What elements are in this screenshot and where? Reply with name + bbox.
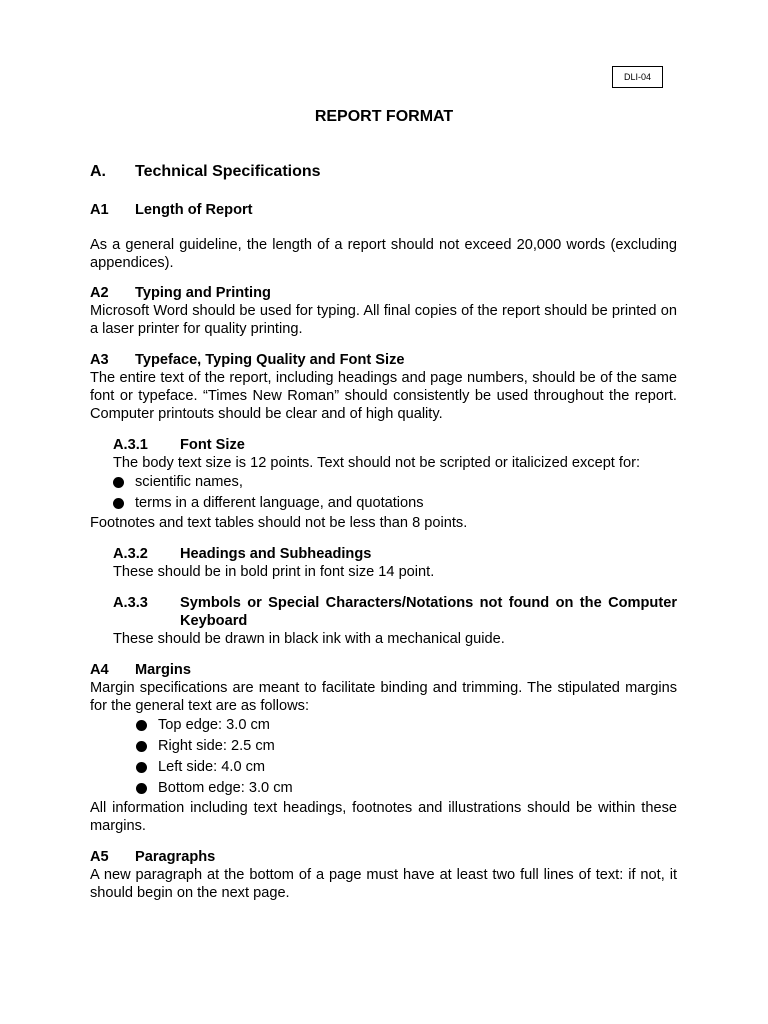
bullet-list-a4 (90, 715, 677, 799)
heading-a3 (90, 351, 677, 369)
heading-a2 (90, 284, 677, 302)
subsection-a33 (113, 594, 677, 648)
paragraph-a1: As a general guideline, the length of a report should not exceed 20,000 words (excluding appendices). (90, 237, 677, 271)
heading-a32 (113, 545, 677, 563)
heading-title: Paragraphs (135, 849, 216, 865)
document-title: REPORT FORMAT (314, 108, 454, 125)
subsection-a32 (113, 545, 677, 581)
bullet-icon (136, 741, 147, 752)
heading-title: Headings and Subheadings (180, 546, 372, 562)
heading-number: A3 (90, 352, 109, 368)
list-item: Top edge: 3.0 cm (136, 715, 677, 736)
section-number: A. (90, 163, 106, 180)
list-item: scientific names, (113, 472, 677, 493)
paragraph-a4: Margin specifications are meant to facilitate binding and trimming. The stipulated margins for the general text are as follows: (90, 680, 677, 714)
heading-title: Length of Report (135, 202, 253, 218)
bullet-icon (113, 498, 124, 509)
document-code-box: DLI-04 (612, 66, 663, 88)
heading-number: A.3.2 (113, 546, 148, 562)
heading-a4 (90, 661, 677, 679)
heading-title: Symbols or Special Characters/Notations not found on the Computer Keyboard (180, 595, 677, 629)
heading-title: Typeface, Typing Quality and Font Size (135, 352, 405, 368)
heading-title: Typing and Printing (135, 285, 271, 301)
section-heading (90, 163, 321, 181)
heading-a31 (113, 436, 677, 454)
paragraph-a5: A new paragraph at the bottom of a page must have at least two full lines of text: if not, it should begin on the next page. (90, 867, 677, 901)
heading-a1 (90, 201, 677, 219)
heading-number: A2 (90, 285, 109, 301)
paragraph-a33: These should be drawn in black ink with a mechanical guide. (113, 631, 505, 647)
paragraph-a31: The body text size is 12 points. Text should not be scripted or italicized except for: (113, 455, 641, 471)
section-title: Technical Specifications (135, 163, 321, 180)
heading-number: A4 (90, 662, 109, 678)
paragraph-a2: Microsoft Word should be used for typing. All final copies of the report should be printed on a laser printer for quality printing. (90, 303, 677, 337)
heading-number: A5 (90, 849, 109, 865)
heading-a33 (113, 594, 677, 630)
subsection-a31 (113, 436, 677, 472)
list-item: Right side: 2.5 cm (136, 736, 677, 757)
paragraph-a32: These should be in bold print in font size 14 point. (113, 564, 435, 580)
document-body (90, 201, 677, 902)
heading-title: Margins (135, 662, 191, 678)
heading-a5 (90, 848, 677, 866)
list-item: Left side: 4.0 cm (136, 757, 677, 778)
paragraph-a4-after: All information including text headings, footnotes and illustrations should be within these margins. (90, 800, 677, 834)
heading-number: A.3.3 (113, 595, 148, 611)
heading-title: Font Size (180, 437, 245, 453)
bullet-icon (136, 762, 147, 773)
paragraph-a3: The entire text of the report, including headings and page numbers, should be of the same font or typeface. “Times New Roman” should consistently be used throughout the report. Computer printouts should be clear and of high quality. (90, 370, 677, 422)
bullet-icon (136, 720, 147, 731)
heading-number: A1 (90, 202, 109, 218)
bullet-icon (136, 783, 147, 794)
list-item: terms in a different language, and quotations (113, 493, 677, 514)
bullet-icon (113, 477, 124, 488)
bullet-list-a31 (90, 472, 677, 514)
heading-number: A.3.1 (113, 437, 148, 453)
list-item: Bottom edge: 3.0 cm (136, 778, 677, 799)
paragraph-a31-after: Footnotes and text tables should not be less than 8 points. (90, 515, 468, 531)
